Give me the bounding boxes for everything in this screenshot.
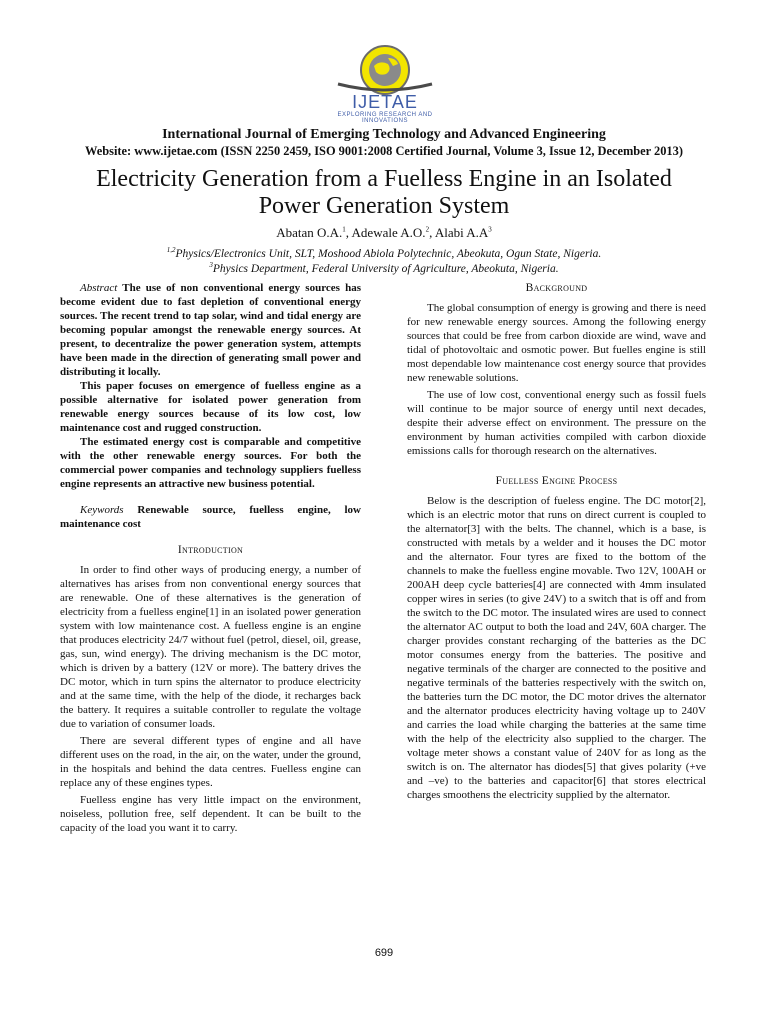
- body-paragraph: The global consumption of energy is growing and there is need for new renewable energy sources. Among the following energy sources that could be free from carbon dioxide are wind, wave and tidal of photovoltaic and osmotic power. But fuelles engine is still most dependable low maintenance cost energy source that provides new renewable solutions.: [407, 302, 706, 384]
- abstract-text: The use of non conventional energy sources has become evident due to fast depletion of conventional energy sources. The recent trend to tap solar, wind and tidal energy are becoming popular amongst the renewable energy sources. At present, to decentralize the power generation system, attempts have been made in the direction of generating small power and distributing it locally.: [60, 282, 361, 378]
- left-column: [60, 281, 361, 838]
- body-paragraph: In order to find other ways of producing energy, a number of alternatives has arises from non conventional energy sources that are renewable. One of these alternatives is the generation of electricity from a fuelless engine[1] in an isolated power generation system with low maintenance cost. A fuelless engine is an engine that produces electricity 24/7 without fuel (petrol, diesel, oil, grease, gas, sun, wind energy). The driving mechanism is the DC motor, which is driven by a battery (12V or more). The battery drives the DC motor, which in turn spins the alternator to produce electricity and at the same time, with the help of the diode, it recharges back the battery. It requires a suitable controller to regulate the voltage due to variation of consumer loads.: [60, 564, 361, 730]
- author-name: Abatan O.A.: [276, 225, 343, 240]
- affil-text: Physics/Electronics Unit, SLT, Moshood Abiola Polytechnic, Abeokuta, Ogun State, Nigeria.: [175, 247, 602, 260]
- paper-title: [40, 166, 728, 220]
- keywords-label: Keywords: [80, 504, 124, 516]
- paper-title-line2: Power Generation System: [258, 193, 510, 219]
- journal-logo: [330, 44, 440, 126]
- logo-tagline: EXPLORING RESEARCH AND INNOVATIONS: [337, 112, 433, 124]
- body-paragraph: There are several different types of engine and all have different uses on the road, in the air, on the water, under the ground, in the hospitals and behind the data centres. Fuelless engine can replace any of these engines types.: [60, 735, 361, 789]
- affiliation-1: [0, 246, 768, 260]
- journal-subtitle: Website: www.ijetae.com (ISSN 2250 2459, ISO 9001:2008 Certified Journal, Volume 3, Issue 12, December 2013): [85, 144, 683, 158]
- affil-text: Physics Department, Federal University of Agriculture, Abeokuta, Nigeria.: [212, 262, 559, 275]
- journal-title: International Journal of Emerging Technology and Advanced Engineering: [162, 127, 606, 142]
- author-name: , Adewale A.O.: [345, 225, 426, 240]
- right-column: [407, 281, 706, 805]
- author-affil-marker: 2: [425, 225, 430, 234]
- body-paragraph: Below is the description of fueless engine. The DC motor[2], which is an electric motor that runs on direct current is coupled to the alternator[3] with the belts. The channel, which is a base, is constructed with metals by a welder and it houses the DC motor and the alternator. Four tyres are fixed to the bottom of the channels to make the fuelless engine movable. Two 12V, 100AH or 200AH deep cycle batteries[4] are connected with 4mm insulated copper wires in series (to give 24V) to a switch that is off and from the switch to the DC motor. The insulated wires are used to connect the alternator AC output to both the load and 24V, 60A charger. The charger provides constant recharging of the batteries as the DC motor consumes energy from the batteries. The positive and negative terminals of the charger are connected to the positive and negative terminals of the batteries respectively with the switch on, the batteries turn the DC motor, the DC motor drives the alternator and the alternator produces electricity having voltage up to 240V and carries the load while charging the batteries at the same time with the help of the electricity also supplied to the charger. The voltage meter shows a constant value of 240V for as long as the switch is on. The alternator has diodes[5] that gives polarity (+ve and –ve) to the batteries and capacitor[6] that stores electrical charges smoothens the electricity supplied by the alternator.: [407, 495, 706, 801]
- logo-wordmark: IJETAE: [352, 92, 418, 112]
- affiliation-2: [0, 261, 768, 275]
- keywords-text: Renewable source, fuelless engine, low maintenance cost: [60, 504, 361, 530]
- author-affil-marker: 1: [342, 225, 346, 234]
- author-list: [0, 225, 768, 241]
- affil-marker: 1,2: [166, 246, 176, 254]
- section-heading-introduction: Introduction: [177, 544, 244, 556]
- section-heading-background: Background: [525, 282, 588, 294]
- abstract-label: Abstract: [80, 282, 118, 294]
- affil-marker: 3: [209, 261, 213, 269]
- body-paragraph: Fuelless engine has very little impact on the environment, noiseless, pollution free, self dependent. It can be built to the capacity of the load you want it to carry.: [60, 794, 361, 834]
- abstract-paragraph: [60, 281, 361, 379]
- paper-title-line1: Electricity Generation from a Fuelless Engine in an Isolated: [96, 166, 672, 192]
- section-heading-fuelless-engine-process: Fuelless Engine Process: [495, 475, 618, 487]
- keywords: [60, 503, 361, 531]
- body-paragraph: The use of low cost, conventional energy such as fossil fuels will continue to be major source of energy until next decades, despite their adverse effect on environment. The pressure on the environment by human activities compiled with carbon dioxide emissions calls for thorough research on the alternatives.: [407, 389, 706, 457]
- abstract-paragraph: The estimated energy cost is comparable and competitive with the other renewable energy sources. For both the commercial power companies and technology suppliers fuelless engine represents an attractive new business potential.: [60, 436, 361, 490]
- author-name: , Alabi A.A: [429, 225, 489, 240]
- page-number: 699: [374, 947, 394, 959]
- author-affil-marker: 3: [488, 225, 492, 234]
- abstract-paragraph: This paper focuses on emergence of fuelless engine as a possible alternative for isolated power generation from renewable energy sources because of its low cost, low maintenance cost and rugged construction.: [60, 380, 361, 434]
